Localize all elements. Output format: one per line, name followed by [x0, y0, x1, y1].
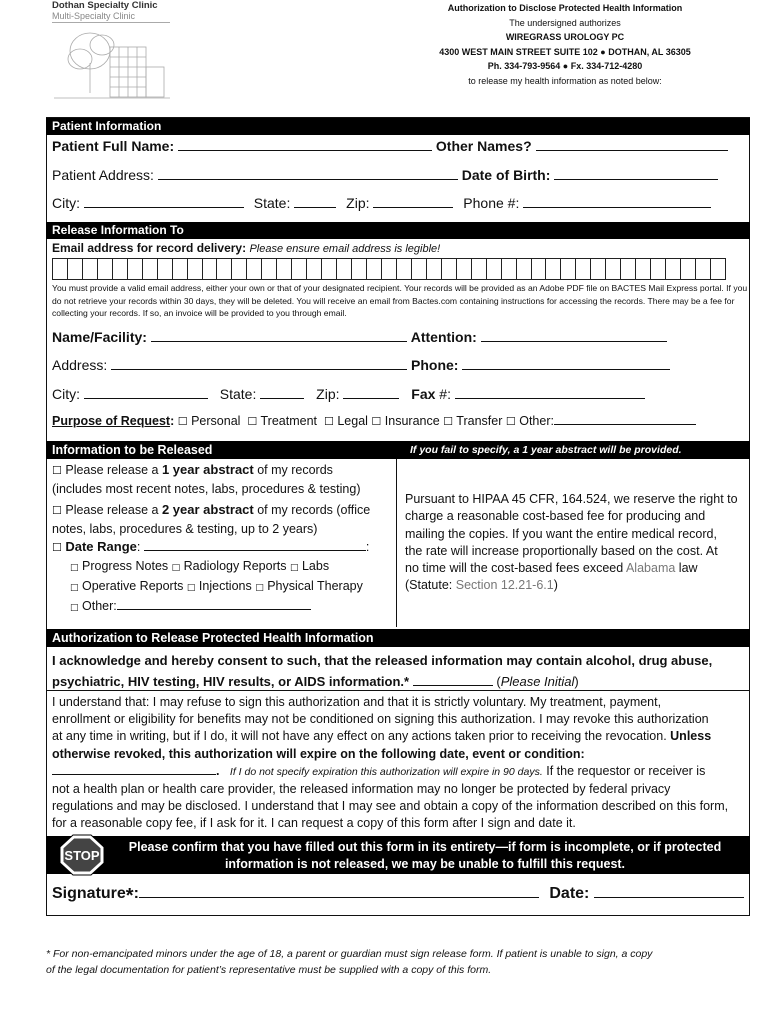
purpose-personal-checkbox[interactable]: ☐ — [177, 415, 188, 428]
date-range-colon: : — [136, 540, 141, 554]
operative-label: Operative Reports — [82, 579, 184, 593]
opt1-post: of my records — [253, 463, 333, 477]
opt2-line2: notes, labs, procedures & testing, up to 2 years) — [52, 522, 318, 536]
recipient-city-row — [52, 386, 645, 402]
statute-pre: (Statute: — [405, 578, 456, 593]
date-label: Date: — [549, 885, 590, 902]
one-year-checkbox[interactable]: ☐ — [52, 464, 62, 477]
terms-line: for a reasonable copy fee, if I ask for it. I can request a copy of this form after I sign and date it. — [52, 816, 576, 831]
form-title: Authorization to Disclose Protected Health Information — [447, 3, 683, 13]
recipient-zip-label: Zip: — [316, 386, 340, 402]
hipaa-fee-notice — [405, 491, 747, 595]
radiology-checkbox[interactable]: □ — [171, 563, 181, 573]
hipaa-line: no time will the cost-based fees exceed — [405, 561, 626, 576]
purpose-colon: : — [170, 414, 175, 428]
opt2-bold: 2 year abstract — [161, 502, 254, 517]
injections-label: Injections — [198, 579, 252, 593]
name-facility-label: Name/Facility: — [52, 329, 147, 345]
patient-phone-field[interactable] — [523, 207, 711, 208]
two-year-checkbox[interactable]: ☐ — [52, 504, 62, 517]
confirm-line2: information is not released, we may be unable to fulfill this request. — [224, 857, 626, 871]
statute-link[interactable]: Section 12.21-6.1 — [455, 578, 554, 593]
progress-notes-checkbox[interactable]: □ — [70, 563, 79, 573]
hipaa-line: the rate will increase proportionally based on the cost. At — [405, 543, 718, 558]
patient-address-field[interactable] — [158, 179, 458, 180]
patient-phone-label: Phone #: — [463, 195, 520, 211]
clinic-name: Dothan Specialty Clinic — [52, 0, 158, 11]
stop-sign-icon — [58, 834, 106, 876]
other-info-checkbox[interactable]: □ — [70, 603, 79, 613]
purpose-insurance-label: Insurance — [384, 414, 440, 428]
date-range-field[interactable] — [144, 550, 366, 551]
other-info-field[interactable] — [117, 609, 311, 610]
patient-state-field[interactable] — [294, 207, 336, 208]
other-names-field[interactable] — [536, 150, 728, 151]
confirm-notice — [110, 839, 740, 873]
patient-full-name-field[interactable] — [178, 150, 432, 151]
acknowledgement: I acknowledge and hereby consent to such, that the released information may contain alcohol, drug abuse, psychiatric, HIV testing, HIV results, or AIDS information.* (Please Initial) — [52, 650, 712, 692]
email-note: Please ensure email address is legible! — [249, 243, 441, 255]
opt1-line2: (includes most recent notes, labs, procedures & testing) — [52, 482, 361, 496]
patient-city-row — [52, 195, 711, 211]
name-facility-field[interactable] — [151, 341, 407, 342]
purpose-other-label: Other: — [519, 414, 554, 428]
info-warning: If you fail to specify, a 1 year abstract will be provided. — [410, 444, 682, 456]
fax-label-suffix: #: — [435, 386, 451, 402]
header-line2: The undersigned authorizes — [509, 17, 621, 28]
info-column-divider — [396, 459, 397, 627]
terms-line: enrollment or eligibility for benefits may not be conditioned on signing this authorization. I may revoke this authorization — [52, 712, 709, 727]
patient-zip-label: Zip: — [346, 195, 370, 211]
clinic-subtitle: Multi-Specialty Clinic — [52, 11, 136, 21]
purpose-treatment-checkbox[interactable]: ☐ — [247, 415, 258, 428]
header-org: WIREGRASS UROLOGY PC — [505, 32, 625, 42]
info-options — [52, 461, 370, 617]
signature-field[interactable] — [139, 897, 539, 898]
patient-city-label: City: — [52, 195, 80, 211]
section-authorization: Authorization to Release Protected Health Information — [46, 629, 750, 647]
recipient-phone-label: Phone: — [411, 357, 459, 373]
email-delivery-notice: You must provide a valid email address, either your own or that of your designated recipient. Your records will be provided as an Adobe PDF file on BACTES Mail Express portal. If you do not retrieve your records within 30 days, they will be deleted. You will receive an email from Bactes.com containing instructions for accessing the records. There may be a fee for collecting your records. If so, an invoice will be provided to you through email. — [52, 283, 748, 318]
clinic-building-icon — [52, 23, 172, 103]
recipient-city-label: City: — [52, 386, 80, 402]
fax-field[interactable] — [455, 398, 645, 399]
email-row — [52, 241, 440, 255]
signature-colon: : — [133, 885, 139, 902]
authorization-header — [410, 1, 720, 88]
purpose-other-field[interactable] — [554, 424, 696, 425]
purpose-transfer-checkbox[interactable]: ☐ — [443, 415, 454, 428]
radiology-label: Radiology Reports — [183, 559, 287, 573]
expiration-field[interactable] — [52, 774, 216, 775]
purpose-legal-label: Legal — [337, 414, 368, 428]
dob-label: Date of Birth: — [461, 167, 551, 183]
header-phone: Ph. 334-793-9564 ● Fx. 334-712-4280 — [487, 61, 643, 71]
terms-expire: otherwise revoked, this authorization will expire on the following date, event or condition: — [52, 746, 585, 761]
date-range-checkbox[interactable]: ☐ — [52, 541, 62, 554]
labs-checkbox[interactable]: □ — [289, 563, 299, 573]
footnote-line1: * For non-emancipated minors under the age of 18, a parent or guardian must sign release form. If patient is unable to sign, a copy — [46, 948, 653, 960]
operative-checkbox[interactable]: □ — [70, 583, 79, 593]
opt1-pre: Please release a — [65, 463, 162, 477]
confirm-line1: Please confirm that you have filled out this form in its entirety—if form is incomplete, or if protected — [128, 840, 722, 854]
terms-line: I understand that: I may refuse to sign this authorization and that it is strictly voluntary. My treatment, payment, — [52, 695, 662, 709]
recipient-address-row — [52, 357, 670, 373]
purpose-legal-checkbox[interactable]: ☐ — [323, 415, 334, 428]
terms-90-days: If I do not specify expiration this authorization will expire in 90 days. — [229, 765, 543, 778]
stop-sign-text: STOP — [64, 848, 100, 863]
terms-line: not a health plan or health care provider, the released information may no longer be protected by federal privacy — [52, 782, 671, 797]
injections-checkbox[interactable]: □ — [186, 583, 196, 593]
other-names-label: Other Names? — [435, 138, 532, 154]
header-address: 4300 WEST MAIN STREET SUITE 102 ● DOTHAN, AL 36305 — [439, 46, 691, 57]
patient-address-row — [52, 167, 718, 183]
recipient-city-field[interactable] — [84, 398, 208, 399]
dob-field[interactable] — [554, 179, 718, 180]
email-label: Email address for record delivery: — [52, 241, 247, 255]
date-range-label: Date Range — [65, 539, 137, 554]
footnote — [46, 946, 746, 978]
other-info-label: Other: — [82, 599, 117, 613]
terms-unless: Unless — [670, 729, 712, 744]
hipaa-line: Pursuant to HIPAA 45 CFR, 164.524, we reserve the right to — [405, 492, 738, 506]
header-line6: to release my health information as noted below: — [468, 75, 662, 86]
section-information-to-be-released — [46, 441, 750, 459]
purpose-treatment-label: Treatment — [260, 414, 318, 428]
pt-label: Physical Therapy — [267, 579, 363, 593]
patient-state-label: State: — [253, 195, 291, 211]
patient-city-field[interactable] — [84, 207, 244, 208]
info-section-title: Information to be Released — [52, 443, 213, 457]
section-patient-information: Patient Information — [46, 118, 750, 135]
authorization-terms: I understand that: I may refuse to sign this authorization and that it is strictly voluntary. My treatment, payment, enrollment or eligibility for benefits may not be conditioned on signing this authorization. I may revoke this authorization at any time in writing, but if I do, it will not have any effect on any actions taken prior to receiving the revocation. Unless otherwise revoked, this authorization will expire on the following date, event or condition: . If I do not specify expiration this authorization will expire in 90 days. If the requestor or receiver is not a health plan or health care provider, the released information may no longer be protected by federal privacy regulations and may be disclosed. I understand that I may see and obtain a copy of the information described on this form, for a reasonable copy fee, if I ask for it. I can request a copy of this form after I sign and date it. — [52, 694, 728, 833]
initial-field[interactable] — [413, 685, 493, 686]
please-initial-label: Please Initial — [500, 674, 575, 689]
hipaa-line: charge a reasonable cost-based fee for producing and — [405, 509, 706, 524]
statute-post: ) — [553, 578, 558, 593]
ack-divider — [46, 690, 750, 691]
progress-notes-label: Progress Notes — [82, 559, 169, 573]
date-field[interactable] — [594, 897, 744, 898]
fax-label: Fax — [411, 386, 436, 402]
patient-name-row — [52, 138, 728, 154]
signature-star: * — [125, 885, 134, 907]
recipient-phone-field[interactable] — [462, 369, 670, 370]
clinic-logo — [52, 0, 182, 104]
opt1-bold: 1 year abstract — [161, 462, 254, 477]
purpose-other-checkbox[interactable]: ☐ — [505, 415, 516, 428]
recipient-address-field[interactable] — [111, 369, 407, 370]
attention-field[interactable] — [481, 341, 667, 342]
purpose-insurance-checkbox[interactable]: ☐ — [371, 415, 382, 428]
section-release-information-to: Release Information To — [46, 222, 750, 239]
hipaa-line: mailing the copies. If you want the entire medical record, — [405, 526, 717, 541]
state-law-link[interactable]: Alabama — [625, 561, 676, 576]
terms-line: at any time in writing, but if I do, it will not have any effect on any actions taken prior to receiving the revocation. — [52, 729, 671, 744]
opt2-pre: Please release a — [65, 503, 162, 517]
purpose-transfer-label: Transfer — [456, 414, 503, 428]
signature-row — [52, 885, 744, 908]
attention-label: Attention: — [410, 329, 477, 345]
recipient-state-label: State: — [219, 386, 257, 402]
patient-address-label: Patient Address: — [52, 167, 154, 183]
name-facility-row — [52, 329, 667, 345]
footnote-line2: of the legal documentation for patient’s representative must be supplied with a copy of this form. — [46, 964, 492, 976]
recipient-zip-field[interactable] — [343, 398, 399, 399]
labs-label: Labs — [301, 559, 330, 573]
recipient-address-label: Address: — [52, 357, 108, 373]
signature-label: Signature — [52, 885, 126, 902]
purpose-label: Purpose of Request — [52, 414, 171, 428]
email-character-boxes[interactable] — [52, 258, 726, 280]
terms-line: regulations and may be disclosed. I understand that I may see and obtain a copy of the information described on this form, — [52, 799, 729, 814]
ack-line2: psychiatric, HIV testing, HIV results, or AIDS information.* — [52, 674, 410, 689]
date-range-end: : — [365, 540, 370, 554]
opt2-post: of my records (office — [253, 503, 371, 517]
pt-checkbox[interactable]: □ — [255, 583, 264, 593]
ack-line1: I acknowledge and hereby consent to such, that the released information may contain alcohol, drug abuse, — [52, 653, 713, 668]
patient-zip-field[interactable] — [373, 207, 453, 208]
purpose-row — [52, 414, 696, 428]
law-word: law — [675, 561, 698, 576]
purpose-personal-label: Personal — [191, 414, 241, 428]
recipient-state-field[interactable] — [260, 398, 304, 399]
patient-full-name-label: Patient Full Name: — [52, 138, 175, 154]
terms-line: If the requestor or receiver is — [542, 763, 706, 778]
